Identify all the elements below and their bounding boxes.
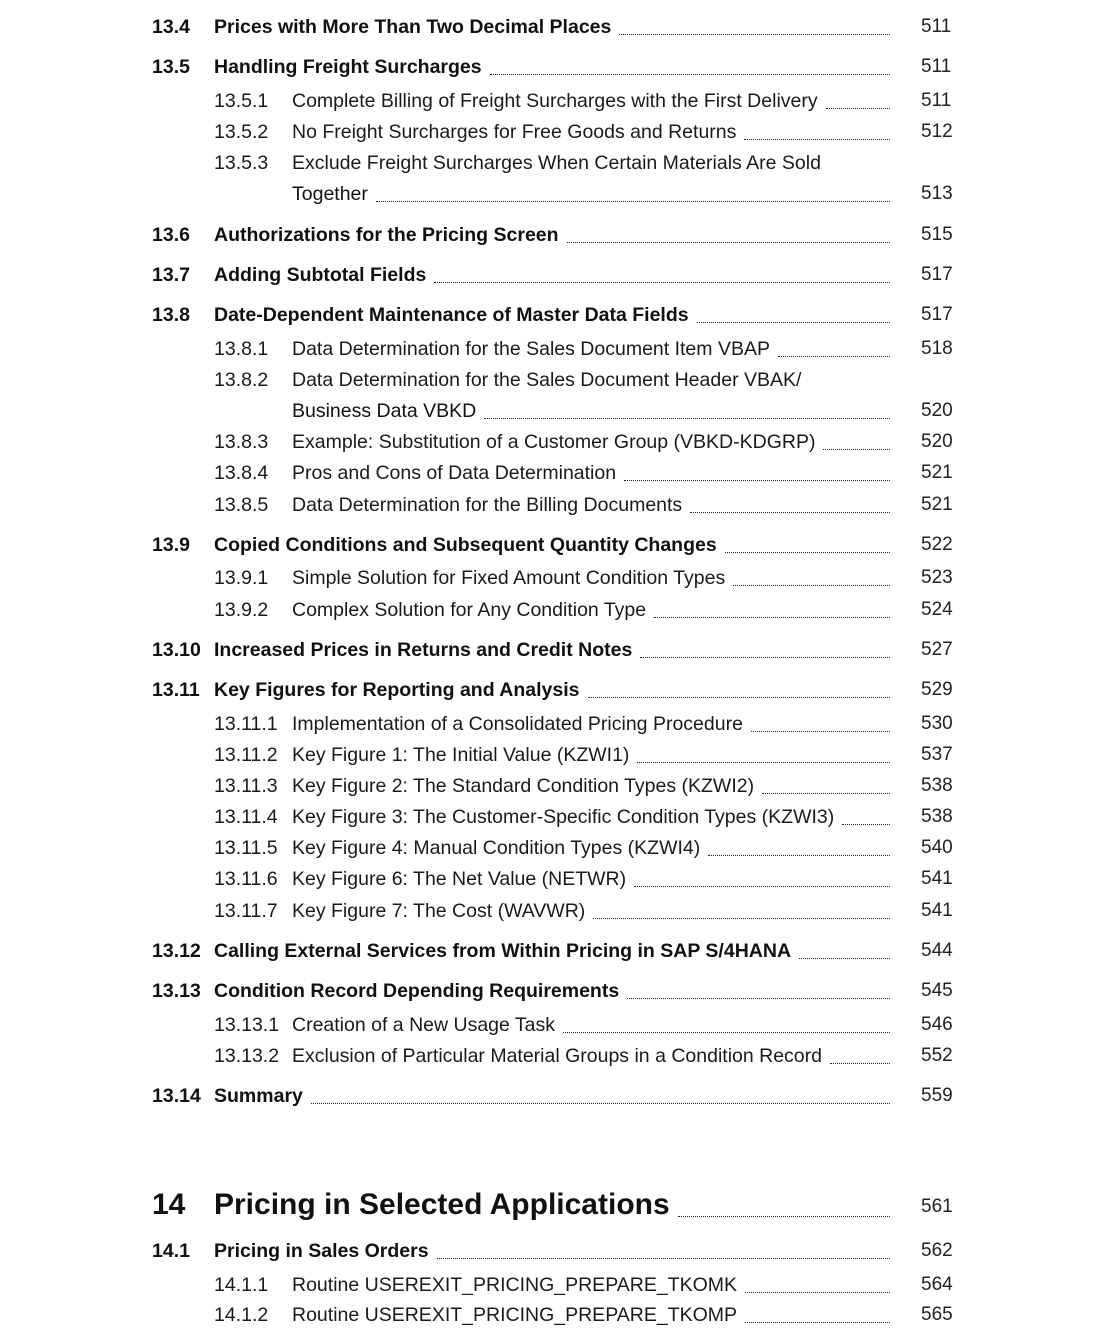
toc-entry-number: 13.6 <box>152 224 190 246</box>
toc-entry-number: 13.11 <box>152 679 200 701</box>
toc-entry-title[interactable]: Key Figure 1: The Initial Value (KZWI1) <box>292 744 630 766</box>
toc-entry-page-number: 520 <box>921 431 953 452</box>
dot-leader <box>725 552 890 553</box>
toc-entry-page-number: 538 <box>921 775 953 796</box>
dot-leader <box>640 657 890 658</box>
toc-entry-number: 13.5.2 <box>214 121 269 143</box>
toc-entry-page-number: 546 <box>921 1014 953 1035</box>
dot-leader <box>778 356 890 357</box>
toc-entry-number: 13.8.2 <box>214 369 269 391</box>
toc-entry-page-number: 545 <box>921 980 953 1001</box>
toc-entry-page-number: 511 <box>921 56 952 77</box>
toc-entry-page-number: 529 <box>921 679 953 700</box>
toc-entry-page-number: 565 <box>921 1304 953 1325</box>
toc-entry-title-continuation[interactable]: Together <box>292 183 368 205</box>
toc-entry-title[interactable]: Complex Solution for Any Condition Type <box>292 599 647 621</box>
toc-entry-page-number: 564 <box>921 1274 953 1295</box>
toc-entry-number: 13.4 <box>152 16 190 38</box>
toc-entry-number: 13.14 <box>152 1085 201 1107</box>
dot-leader <box>619 34 890 35</box>
toc-entry-page-number: 538 <box>921 806 953 827</box>
toc-entry-title[interactable]: Creation of a New Usage Task <box>292 1014 556 1036</box>
toc-entry-number: 13.7 <box>152 264 190 286</box>
toc-entry-title[interactable]: Data Determination for the Billing Documents <box>292 494 683 516</box>
toc-entry-page-number: 512 <box>921 121 953 142</box>
toc-entry-number: 13.9 <box>152 534 190 556</box>
dot-leader <box>484 418 890 419</box>
toc-entry-title[interactable]: Key Figure 2: The Standard Condition Types (KZWI2) <box>292 775 755 797</box>
toc-entry-title[interactable]: Authorizations for the Pricing Screen <box>214 224 559 246</box>
toc-entry-page-number: 562 <box>921 1240 953 1261</box>
toc-entry-page-number: 520 <box>921 400 953 421</box>
toc-entry-title[interactable]: No Freight Surcharges for Free Goods and Returns <box>292 121 737 143</box>
toc-entry-title[interactable]: Routine USEREXIT_PRICING_PREPARE_TKOMP <box>292 1304 738 1326</box>
dot-leader <box>830 1063 890 1064</box>
toc-entry-title[interactable]: Pricing in Sales Orders <box>214 1240 429 1262</box>
toc-entry-number: 13.11.3 <box>214 775 278 797</box>
dot-leader <box>624 480 890 481</box>
dot-leader <box>823 449 890 450</box>
toc-entry-number: 14 <box>152 1188 186 1221</box>
toc-entry-number: 13.11.7 <box>214 900 278 922</box>
toc-entry-title[interactable]: Key Figure 3: The Customer-Specific Condition Types (KZWI3) <box>292 806 835 828</box>
toc-entry-title[interactable]: Key Figure 6: The Net Value (NETWR) <box>292 868 627 890</box>
dot-leader <box>588 697 890 698</box>
toc-entry-number: 13.13.2 <box>214 1045 280 1067</box>
dot-leader <box>490 74 890 75</box>
toc-entry-page-number: 544 <box>921 940 953 961</box>
toc-entry-title[interactable]: Implementation of a Consolidated Pricing Procedure <box>292 713 743 735</box>
dot-leader <box>311 1103 890 1104</box>
dot-leader <box>762 793 890 794</box>
toc-entry-title[interactable]: Key Figures for Reporting and Analysis <box>214 679 580 701</box>
dot-leader <box>745 1292 890 1293</box>
toc-entry-title[interactable]: Data Determination for the Sales Document Header VBAK/ <box>292 369 802 391</box>
toc-entry-page-number: 511 <box>921 16 952 37</box>
toc-entry-title[interactable]: Exclude Freight Surcharges When Certain Materials Are Sold <box>292 152 821 174</box>
toc-entry-number: 14.1.2 <box>214 1304 269 1326</box>
toc-entry-title[interactable]: Pros and Cons of Data Determination <box>292 462 617 484</box>
toc-entry-title[interactable]: Key Figure 7: The Cost (WAVWR) <box>292 900 586 922</box>
toc-entry-page-number: 527 <box>921 639 953 660</box>
toc-entry-number: 13.5 <box>152 56 190 78</box>
dot-leader <box>654 617 890 618</box>
toc-entry-page-number: 524 <box>921 599 953 620</box>
dot-leader <box>826 108 890 109</box>
toc-entry-number: 13.10 <box>152 639 201 661</box>
toc-entry-number: 13.9.1 <box>214 567 269 589</box>
toc-entry-title[interactable]: Key Figure 4: Manual Condition Types (KZWI4) <box>292 837 701 859</box>
dot-leader <box>563 1032 890 1033</box>
toc-entry-title[interactable]: Condition Record Depending Requirements <box>214 980 620 1002</box>
dot-leader <box>678 1216 890 1217</box>
dot-leader <box>637 762 890 763</box>
toc-entry-page-number: 541 <box>921 900 953 921</box>
toc-entry-number: 13.8.3 <box>214 431 269 453</box>
toc-entry-title[interactable]: Simple Solution for Fixed Amount Condition Types <box>292 567 726 589</box>
toc-entry-number: 13.11.1 <box>214 713 278 735</box>
toc-entry-title[interactable]: Complete Billing of Freight Surcharges with the First Delivery <box>292 90 818 112</box>
toc-entry-title[interactable]: Pricing in Selected Applications <box>214 1188 670 1221</box>
toc-entry-page-number: 552 <box>921 1045 953 1066</box>
toc-entry-page-number: 559 <box>921 1085 953 1106</box>
dot-leader <box>627 998 890 999</box>
toc-entry-page-number: 513 <box>921 183 953 204</box>
dot-leader <box>437 1258 890 1259</box>
toc-entry-number: 13.8.5 <box>214 494 269 516</box>
toc-entry-title[interactable]: Calling External Services from Within Pricing in SAP S/4HANA <box>214 940 792 962</box>
toc-entry-number: 13.11.5 <box>214 837 278 859</box>
dot-leader <box>744 139 890 140</box>
dot-leader <box>593 918 890 919</box>
dot-leader <box>751 731 890 732</box>
toc-entry-page-number: 530 <box>921 713 953 734</box>
dot-leader <box>733 585 890 586</box>
toc-entry-title[interactable]: Prices with More Than Two Decimal Places <box>214 16 612 38</box>
toc-entry-page-number: 561 <box>921 1196 953 1217</box>
toc-entry-page-number: 517 <box>921 304 953 325</box>
toc-entry-page-number: 522 <box>921 534 953 555</box>
toc-entry-page-number: 537 <box>921 744 953 765</box>
toc-entry-page-number: 541 <box>921 868 953 889</box>
toc-entry-page-number: 523 <box>921 567 953 588</box>
toc-entry-page-number: 518 <box>921 338 953 359</box>
toc-entry-number: 13.8.1 <box>214 338 269 360</box>
toc-entry-page-number: 515 <box>921 224 953 245</box>
toc-entry-page-number: 540 <box>921 837 953 858</box>
toc-entry-number: 13.12 <box>152 940 201 962</box>
toc-entry-number: 14.1 <box>152 1240 190 1262</box>
toc-entry-title[interactable]: Example: Substitution of a Customer Group (VBKD-KDGRP) <box>292 431 816 453</box>
toc-entry-number: 13.11.2 <box>214 744 278 766</box>
toc-entry-number: 13.8 <box>152 304 190 326</box>
toc-entry-title[interactable]: Copied Conditions and Subsequent Quantity Changes <box>214 534 717 556</box>
toc-entry-number: 13.13.1 <box>214 1014 280 1036</box>
toc-entry-title[interactable]: Exclusion of Particular Material Groups in a Condition Record <box>292 1045 822 1067</box>
toc-entry-number: 13.11.6 <box>214 868 278 890</box>
dot-leader <box>745 1322 890 1323</box>
dot-leader <box>634 886 890 887</box>
toc-entry-page-number: 521 <box>921 462 953 483</box>
toc-entry-title[interactable]: Handling Freight Surcharges <box>214 56 482 78</box>
toc-entry-page-number: 511 <box>921 90 952 111</box>
dot-leader <box>434 282 890 283</box>
toc-entry-title[interactable]: Routine USEREXIT_PRICING_PREPARE_TKOMK <box>292 1274 738 1296</box>
dot-leader <box>799 958 890 959</box>
toc-entry-page-number: 517 <box>921 264 953 285</box>
toc-entry-title[interactable]: Data Determination for the Sales Document Item VBAP <box>292 338 770 360</box>
toc-entry-number: 13.5.1 <box>214 90 269 112</box>
toc-entry-number: 13.8.4 <box>214 462 269 484</box>
toc-entry-number: 13.13 <box>152 980 201 1002</box>
toc-entry-number: 14.1.1 <box>214 1274 269 1296</box>
toc-entry-page-number: 521 <box>921 494 953 515</box>
toc-entry-title[interactable]: Increased Prices in Returns and Credit Notes <box>214 639 633 661</box>
dot-leader <box>376 201 890 202</box>
toc-entry-number: 13.11.4 <box>214 806 278 828</box>
toc-entry-number: 13.5.3 <box>214 152 269 174</box>
dot-leader <box>690 512 890 513</box>
toc-entry-number: 13.9.2 <box>214 599 269 621</box>
dot-leader <box>567 242 890 243</box>
toc-entry-title[interactable]: Date-Dependent Maintenance of Master Data Fields <box>214 304 689 326</box>
dot-leader <box>697 322 890 323</box>
dot-leader <box>842 824 890 825</box>
dot-leader <box>708 855 890 856</box>
toc-entry-title[interactable]: Summary <box>214 1085 303 1107</box>
toc-entry-title-continuation[interactable]: Business Data VBKD <box>292 400 477 422</box>
toc-entry-title[interactable]: Adding Subtotal Fields <box>214 264 427 286</box>
